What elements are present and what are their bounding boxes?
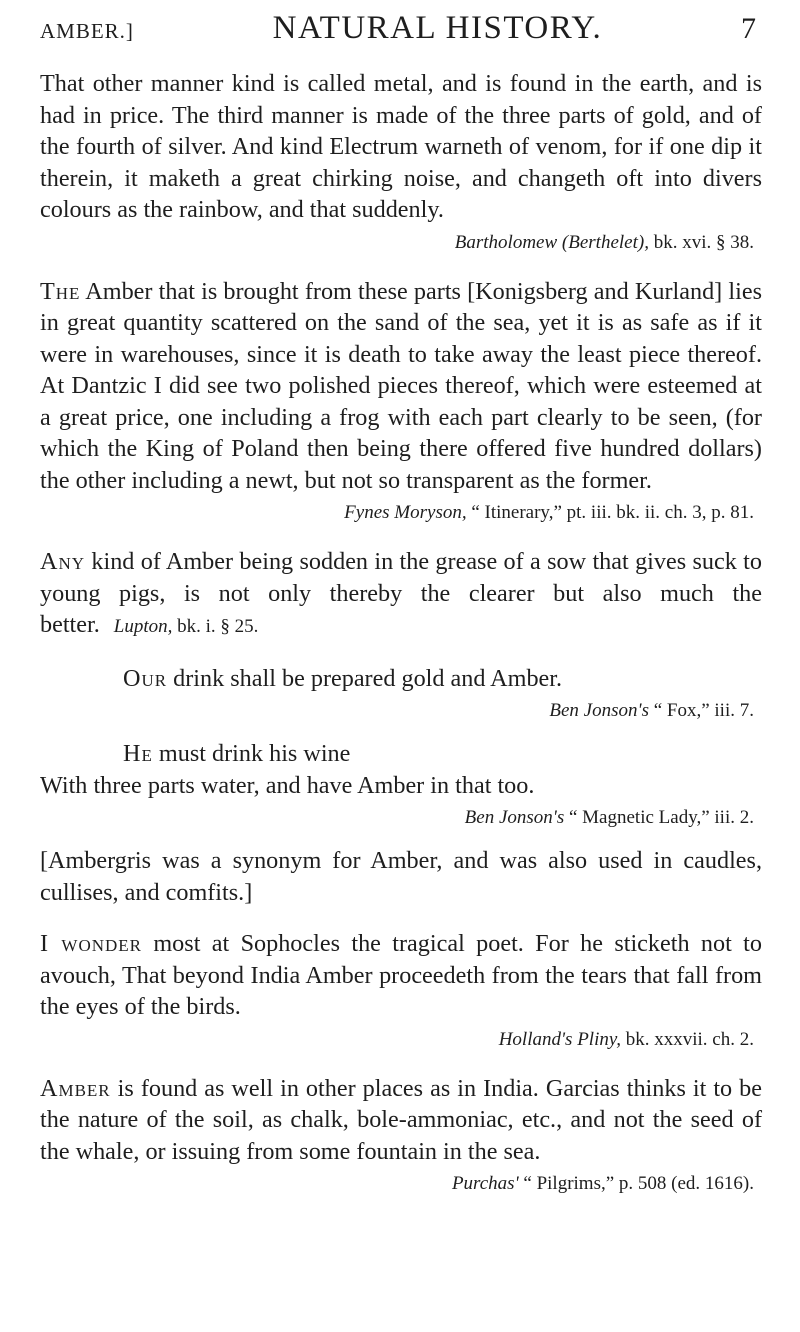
lead-words: He [123,740,153,767]
quotation-text: That other manner kind is called metal, and is found in the earth, and is had in price. The third manner is made of the three parts of gold, and of the fourth of silver. And kind Electrum warneth of venom, for if one dip it therein, it maketh a great chirking noise, and changeth oft into divers colours as the rainbow, and that suddenly. [40,70,762,223]
citation-reference: “ Itinerary,” pt. iii. bk. ii. ch. 3, p. 81. [471,502,754,523]
quotation-text [40,276,762,497]
citation-author: Bartholomew (Berthelet), [454,231,649,253]
citation-reference: bk. xxxvii. ch. 2. [625,1028,754,1050]
running-head-title: NATURAL HISTORY. [272,10,603,46]
citation [40,500,762,526]
quotation-body: is found as well in other places as in India. Garcias thinks it to be the nature of the soil, as chalk, bole-ammoniac, etc., and not the seed of the whale, or issuing from some fountain in the sea. [40,1074,762,1165]
running-head-section: AMBER.] [40,19,134,43]
citation-author: Holland's Pliny, [498,1028,621,1050]
citation-author: Fynes Moryson, [344,502,467,523]
citation [40,1027,762,1053]
citation-author: Ben Jonson's [549,700,649,721]
citation-reference: “ Fox,” iii. 7. [653,700,754,721]
quotation-text [40,546,762,643]
editorial-note [40,845,762,908]
quotation-body: drink shall be prepared gold and Amber. [167,664,563,692]
quotation-body: most at Sophocles the tragical poet. For he sticketh not to avouch, That beyond India Amber proceedeth from the tears that fall from the eyes of the birds. [40,930,762,1020]
lead-words: Amber [40,1074,111,1102]
quotation-bartholomew [40,68,762,256]
quotation-body: Amber that is brought from these parts [Konigsberg and Kurland] lies in great quantity scattered on the sand of the sea, yet it is as safe as if it were in warehouses, since it is death to take away the least piece thereof. At Dantzic I did see two polished pieces thereof, which were esteemed at a great price, one including a frog with each part clearly to be seen, (for which the King of Poland then being there offered five hundred dollars) the other including a newt, but not so transparent as the former. [40,277,762,494]
citation-reference: “ Pilgrims,” p. 508 (ed. 1616). [523,1173,754,1194]
citation [40,698,762,724]
citation-reference: “ Magnetic Lady,” iii. 2. [568,807,754,828]
citation-author: Lupton, [113,616,173,637]
citation-reference: bk. xvi. § 38. [653,231,754,253]
verse-line [40,738,762,770]
page-number: 7 [740,12,756,45]
note-text: [Ambergris was a synonym for Amber, and was also used in caudles, cullises, and comfits.] [40,847,762,906]
quotation-lupton [40,546,762,643]
lead-words: Any [40,548,86,575]
quotation-body: kind of Amber being sodden in the grease of a sow that gives suck to young pigs, is not only thereby the clearer but also much the better. [40,548,762,638]
running-head [40,10,756,47]
citation [40,1171,762,1197]
verse-line: With three parts water, and have Amber in that too. [40,771,535,799]
citation [40,805,762,831]
quotation-moryson [40,276,762,527]
quotation-purchas [40,1073,762,1198]
lead-words: I wonder [40,930,143,957]
citation-author: Ben Jonson's [464,807,565,828]
quotation-text [40,928,762,1023]
citation-reference: bk. i. § 25. [177,616,259,637]
citation [114,616,259,637]
lead-words: Our [123,664,168,692]
lead-words: The [40,277,81,305]
quotation-jonson-magnetic-lady [40,738,762,831]
quotation-jonson-fox [40,663,762,725]
citation [40,230,762,256]
quotation-body: must drink his wine [152,740,351,767]
quotation-text [40,1073,762,1168]
quotation-pliny [40,928,762,1053]
verse-line [40,663,762,695]
citation-author: Purchas' [451,1173,519,1194]
body-text [40,68,762,1217]
